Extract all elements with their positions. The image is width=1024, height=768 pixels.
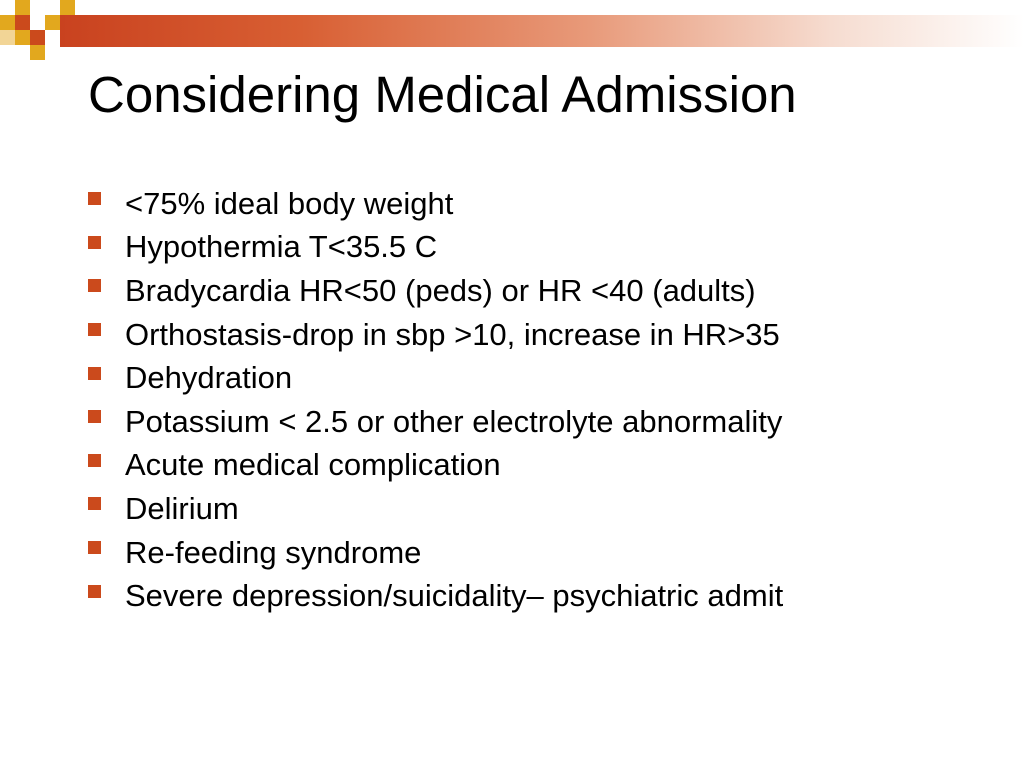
bullet-item <box>88 444 988 488</box>
square-bullet-icon <box>88 585 101 598</box>
bullet-text: Acute medical complication <box>125 447 501 483</box>
square-bullet-icon <box>88 541 101 554</box>
bullet-text: Re-feeding syndrome <box>125 534 422 570</box>
decor-square-icon <box>15 30 30 45</box>
square-bullet-icon <box>88 279 101 292</box>
bullet-list <box>88 182 988 618</box>
square-bullet-icon <box>88 454 101 467</box>
bullet-text: Potassium < 2.5 or other electrolyte abnormality <box>125 403 783 439</box>
bullet-item <box>88 574 988 618</box>
bullet-item <box>88 226 988 270</box>
slide-title: Considering Medical Admission <box>88 66 797 123</box>
bullet-text: Bradycardia HR<50 (peds) or HR <40 (adults) <box>125 272 756 308</box>
decor-square-icon <box>60 0 75 15</box>
decor-square-icon <box>30 30 45 45</box>
square-bullet-icon <box>88 236 101 249</box>
decor-square-icon <box>0 30 15 45</box>
bullet-text: <75% ideal body weight <box>125 185 454 221</box>
bullet-text: Orthostasis-drop in sbp >10, increase in HR>35 <box>125 316 780 352</box>
square-bullet-icon <box>88 367 101 380</box>
bullet-item <box>88 313 988 357</box>
square-bullet-icon <box>88 323 101 336</box>
square-bullet-icon <box>88 410 101 423</box>
bullet-item <box>88 182 988 226</box>
square-bullet-icon <box>88 192 101 205</box>
decor-square-icon <box>15 0 30 15</box>
bullet-text: Delirium <box>125 490 239 526</box>
bullet-item <box>88 269 988 313</box>
decor-square-icon <box>0 15 15 30</box>
decor-square-icon <box>15 15 30 30</box>
square-bullet-icon <box>88 497 101 510</box>
bullet-item <box>88 356 988 400</box>
bullet-text: Hypothermia T<35.5 C <box>125 229 438 265</box>
decor-square-icon <box>45 15 60 30</box>
header-gradient-band <box>60 15 1024 47</box>
decor-square-icon <box>30 45 45 60</box>
bullet-text: Dehydration <box>125 360 293 396</box>
bullet-item <box>88 487 988 531</box>
bullet-text: Severe depression/suicidality– psychiatric admit <box>125 578 784 614</box>
bullet-item <box>88 531 988 575</box>
bullet-item <box>88 400 988 444</box>
